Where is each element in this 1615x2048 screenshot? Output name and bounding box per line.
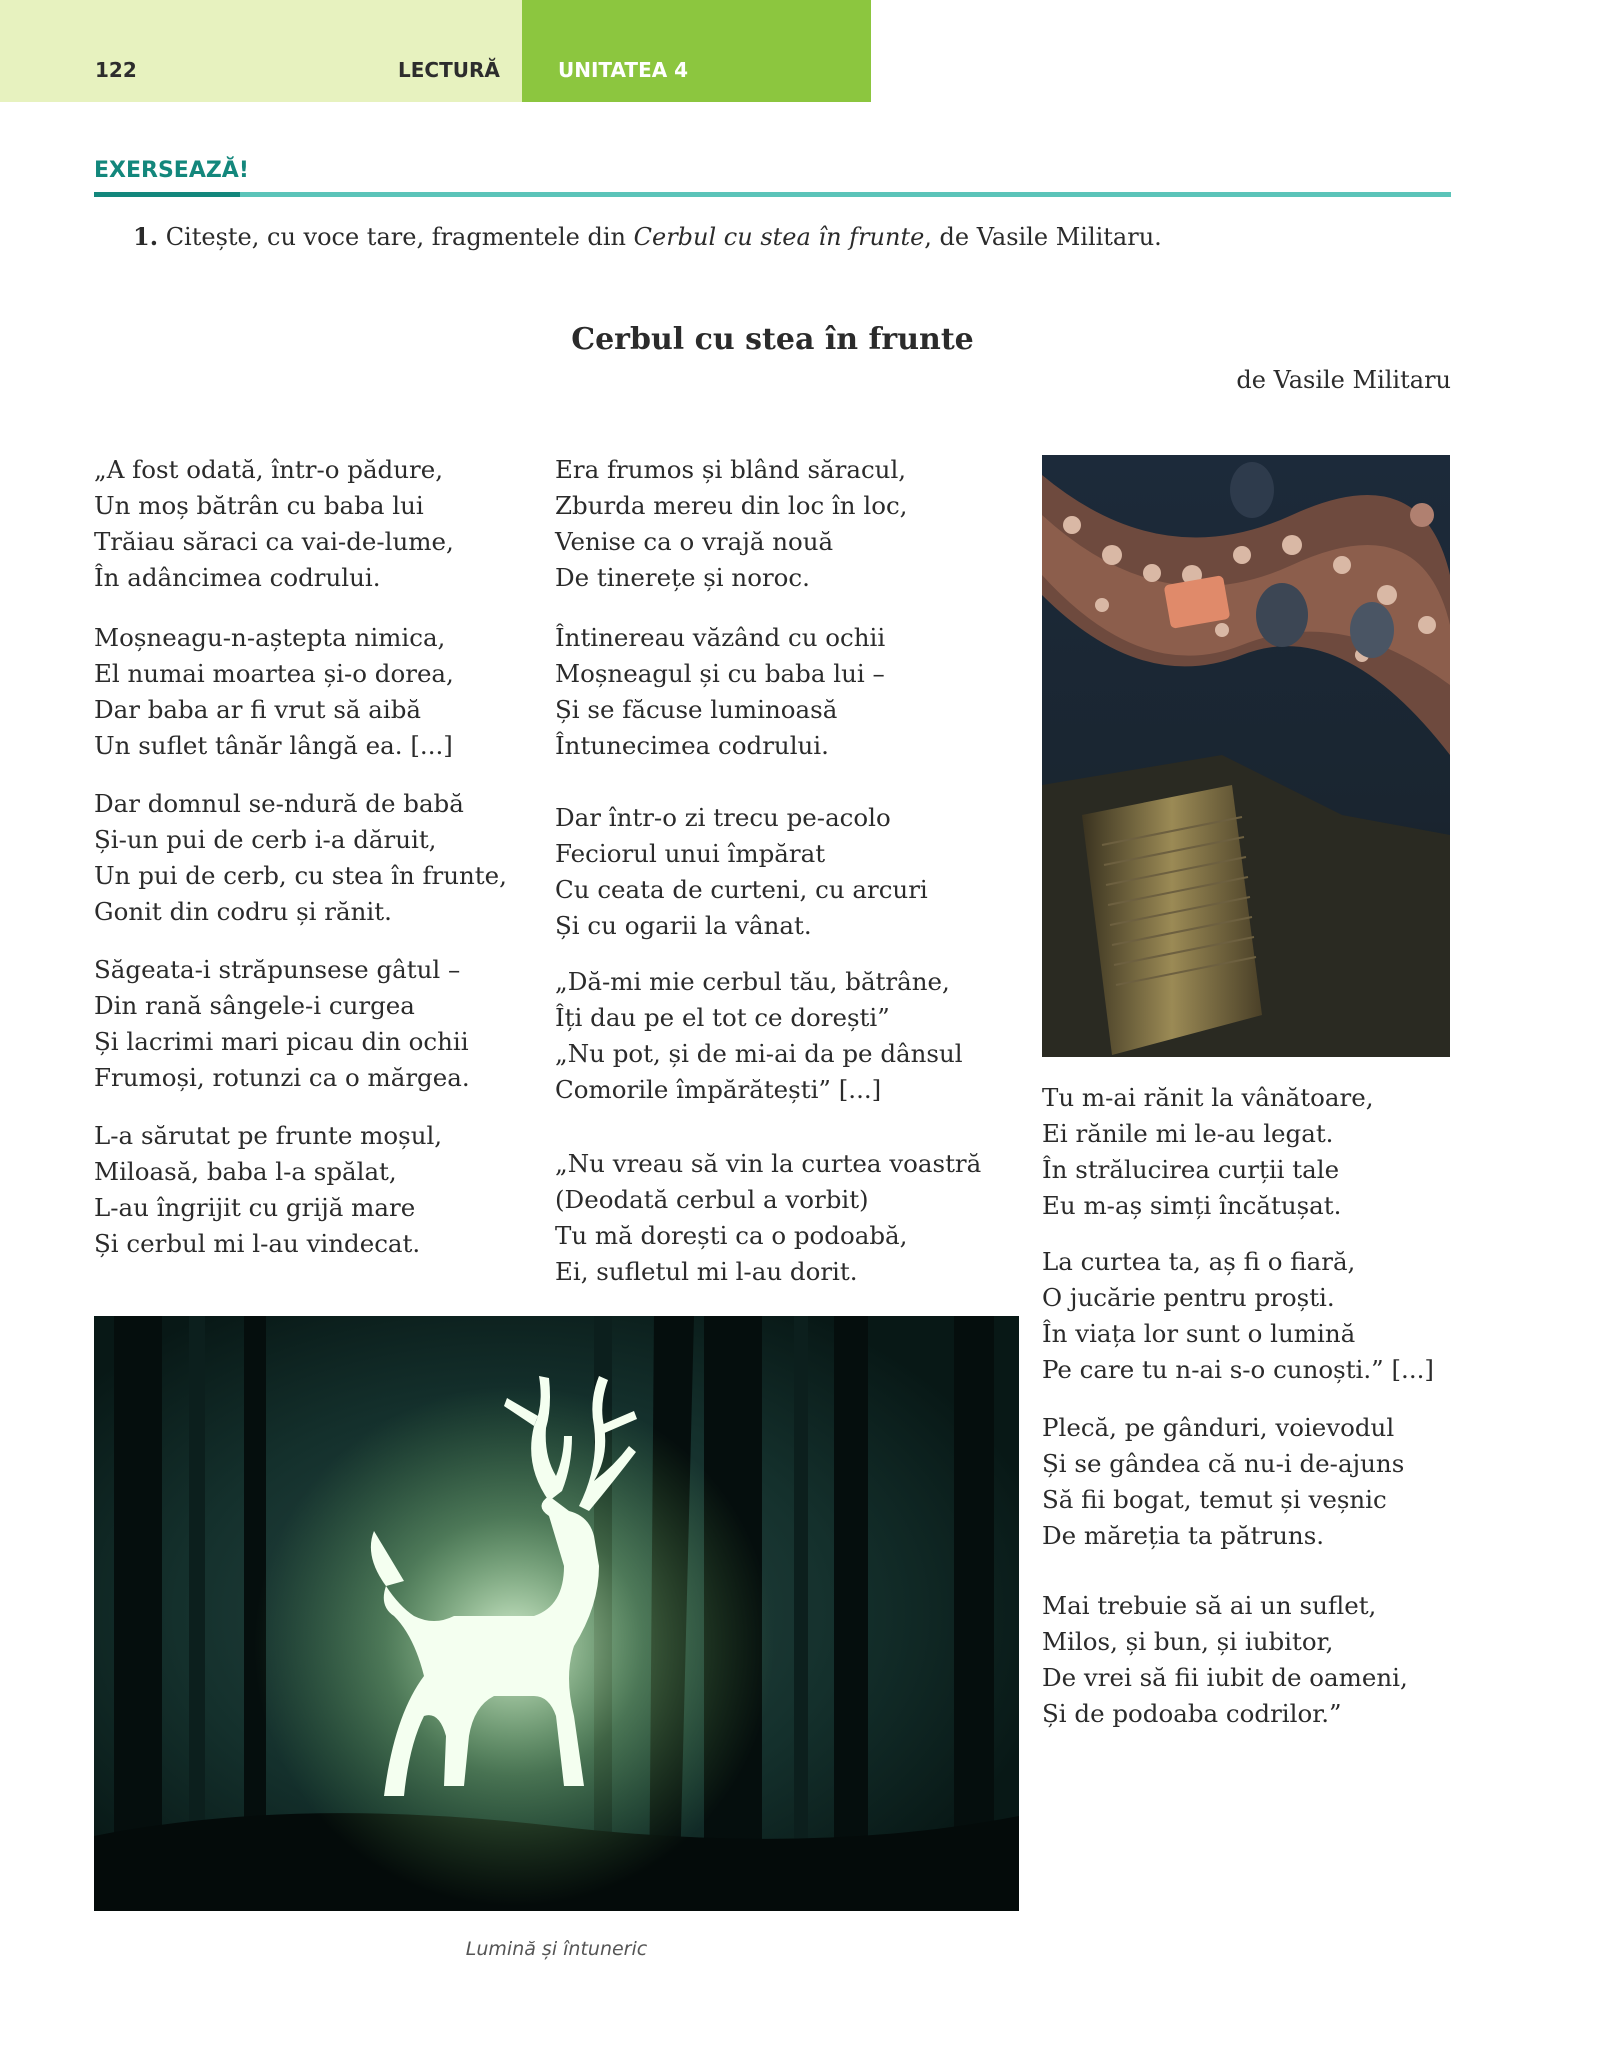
poem-line: Moșneagul și cu baba lui – xyxy=(555,659,885,688)
poem-line: Frumoși, rotunzi ca o mărgea. xyxy=(94,1063,470,1092)
poem-line: Dar într-o zi trecu pe-acolo xyxy=(555,803,891,832)
instruction-text-before: Citește, cu voce tare, fragmentele din xyxy=(158,223,634,251)
poem-line: Săgeata-i străpunsese gâtul – xyxy=(94,955,461,984)
poem-line: Miloasă, baba l-a spălat, xyxy=(94,1157,397,1186)
exercise-instruction xyxy=(133,222,1162,251)
poem-stanza xyxy=(1042,1588,1408,1732)
section-label: LECTURĂ xyxy=(398,58,500,82)
poem-stanza xyxy=(1042,1080,1373,1224)
poem-line: Și lacrimi mari picau din ochii xyxy=(94,1027,469,1056)
heading-rule xyxy=(94,192,1451,197)
poem-line: (Deodată cerbul a vorbit) xyxy=(555,1185,869,1214)
unit-label: UNITATEA 4 xyxy=(558,58,689,82)
poem-line: Îți dau pe el tot ce dorești” xyxy=(555,1003,890,1032)
poem-line: Mai trebuie să ai un suflet, xyxy=(1042,1591,1377,1620)
poem-line: Zburda mereu din loc în loc, xyxy=(555,491,908,520)
page-number: 122 xyxy=(95,58,137,82)
poem-stanza xyxy=(94,452,454,596)
poem-line: Moșneagu-n-aștepta nimica, xyxy=(94,623,446,652)
poem-line: Milos, și bun, și iubitor, xyxy=(1042,1627,1334,1656)
poem-line: În viața lor sunt o lumină xyxy=(1042,1319,1356,1348)
poem-line: La curtea ta, aș fi o fiară, xyxy=(1042,1247,1356,1276)
poem-line: Gonit din codru și rănit. xyxy=(94,897,392,926)
poem-line: Și se făcuse luminoasă xyxy=(555,695,838,724)
poem-stanza xyxy=(1042,1410,1404,1554)
poem-line: Și cu ogarii la vânat. xyxy=(555,911,812,940)
header-unit-bar xyxy=(522,0,871,102)
poem-line: Și-un pui de cerb i-a dăruit, xyxy=(94,825,437,854)
poem-stanza xyxy=(555,1146,981,1290)
poem-stanza xyxy=(94,620,454,764)
poem-line: L-a sărutat pe frunte moșul, xyxy=(94,1121,443,1150)
poem-line: Ei rănile mi le-au legat. xyxy=(1042,1119,1334,1148)
poem-line: „Nu vreau să vin la curtea voastră xyxy=(555,1149,982,1178)
poem-line: Feciorul unui împărat xyxy=(555,839,826,868)
poem-title: Cerbul cu stea în frunte xyxy=(571,322,974,357)
poem-line: În adâncimea codrului. xyxy=(94,563,381,592)
heading-rule-accent xyxy=(94,192,240,197)
poem-line: Să fii bogat, temut și veșnic xyxy=(1042,1485,1387,1514)
header-section-bar xyxy=(0,0,522,102)
poem-line: Un moș bătrân cu baba lui xyxy=(94,491,424,520)
poem-line: „Dă-mi mie cerbul tău, bătrâne, xyxy=(555,967,950,996)
poem-line: Tu m-ai rănit la vânătoare, xyxy=(1042,1083,1374,1112)
poem-stanza xyxy=(555,620,885,764)
poem-line: Pe care tu n-ai s-o cunoști.” [...] xyxy=(1042,1355,1434,1384)
instruction-text-after: , de Vasile Militaru. xyxy=(924,223,1162,251)
poem-line: Întunecimea codrului. xyxy=(555,731,829,760)
poem-line: Comorile împărătești” [...] xyxy=(555,1075,882,1104)
poem-line: Era frumos și blând săracul, xyxy=(555,455,907,484)
poem-line: O jucărie pentru proști. xyxy=(1042,1283,1335,1312)
poem-line: Întinereau văzând cu ochii xyxy=(555,623,886,652)
crown-icon xyxy=(1042,455,1450,1057)
poem-line: Plecă, pe gânduri, voievodul xyxy=(1042,1413,1395,1442)
poem-stanza xyxy=(94,786,507,930)
exercise-number: 1. xyxy=(133,222,159,251)
poem-line: De tinerețe și noroc. xyxy=(555,563,810,592)
poem-line: Venise ca o vrajă nouă xyxy=(555,527,834,556)
poem-line: Și se gândea că nu-i de-ajuns xyxy=(1042,1449,1405,1478)
poem-line: Din rană sângele-i curgea xyxy=(94,991,415,1020)
poem-author: de Vasile Militaru xyxy=(1236,366,1451,394)
poem-line: Dar baba ar fi vrut să aibă xyxy=(94,695,422,724)
poem-line: Ei, sufletul mi l-au dorit. xyxy=(555,1257,858,1286)
deer-forest-photo xyxy=(94,1316,1019,1911)
poem-line: Un pui de cerb, cu stea în frunte, xyxy=(94,861,507,890)
poem-line: De mărețiа ta pătruns. xyxy=(1042,1521,1325,1550)
poem-line: „Nu pot, și de mi-ai da pe dânsul xyxy=(555,1039,963,1068)
poem-stanza xyxy=(555,800,928,944)
poem-line: Și de podoaba codrilor.” xyxy=(1042,1699,1342,1728)
instruction-work-title: Cerbul cu stea în frunte xyxy=(633,223,925,251)
poem-line: Dar domnul se-ndură de babă xyxy=(94,789,464,818)
poem-line: În strălucirea curții tale xyxy=(1042,1155,1340,1184)
poem-stanza xyxy=(555,452,907,596)
poem-line: L-au îngrijit cu grijă mare xyxy=(94,1193,416,1222)
poem-line: Tu mă dorești ca o podoabă, xyxy=(555,1221,908,1250)
poem-line: Trăiau săraci ca vai-de-lume, xyxy=(94,527,454,556)
poem-line: Un suflet tânăr lângă ea. [...] xyxy=(94,731,453,760)
crown-book-photo xyxy=(1042,455,1450,1057)
poem-line: De vrei să fii iubit de oameni, xyxy=(1042,1663,1408,1692)
poem-stanza xyxy=(1042,1244,1434,1388)
poem-stanza xyxy=(94,1118,442,1262)
poem-stanza xyxy=(555,964,963,1108)
poem-line: Și cerbul mi l-au vindecat. xyxy=(94,1229,421,1258)
poem-line: El numai moartea și-o dorea, xyxy=(94,659,454,688)
poem-line: Cu ceata de curteni, cu arcuri xyxy=(555,875,928,904)
poem-line: „A fost odată, într-o pădure, xyxy=(94,455,444,484)
poem-line: Eu m-aș simți încătușat. xyxy=(1042,1191,1342,1220)
deer-icon xyxy=(94,1316,1019,1911)
exercise-heading: EXERSEAZĂ! xyxy=(94,158,249,183)
image-caption: Lumină și întuneric xyxy=(465,1938,648,1960)
poem-stanza xyxy=(94,952,470,1096)
